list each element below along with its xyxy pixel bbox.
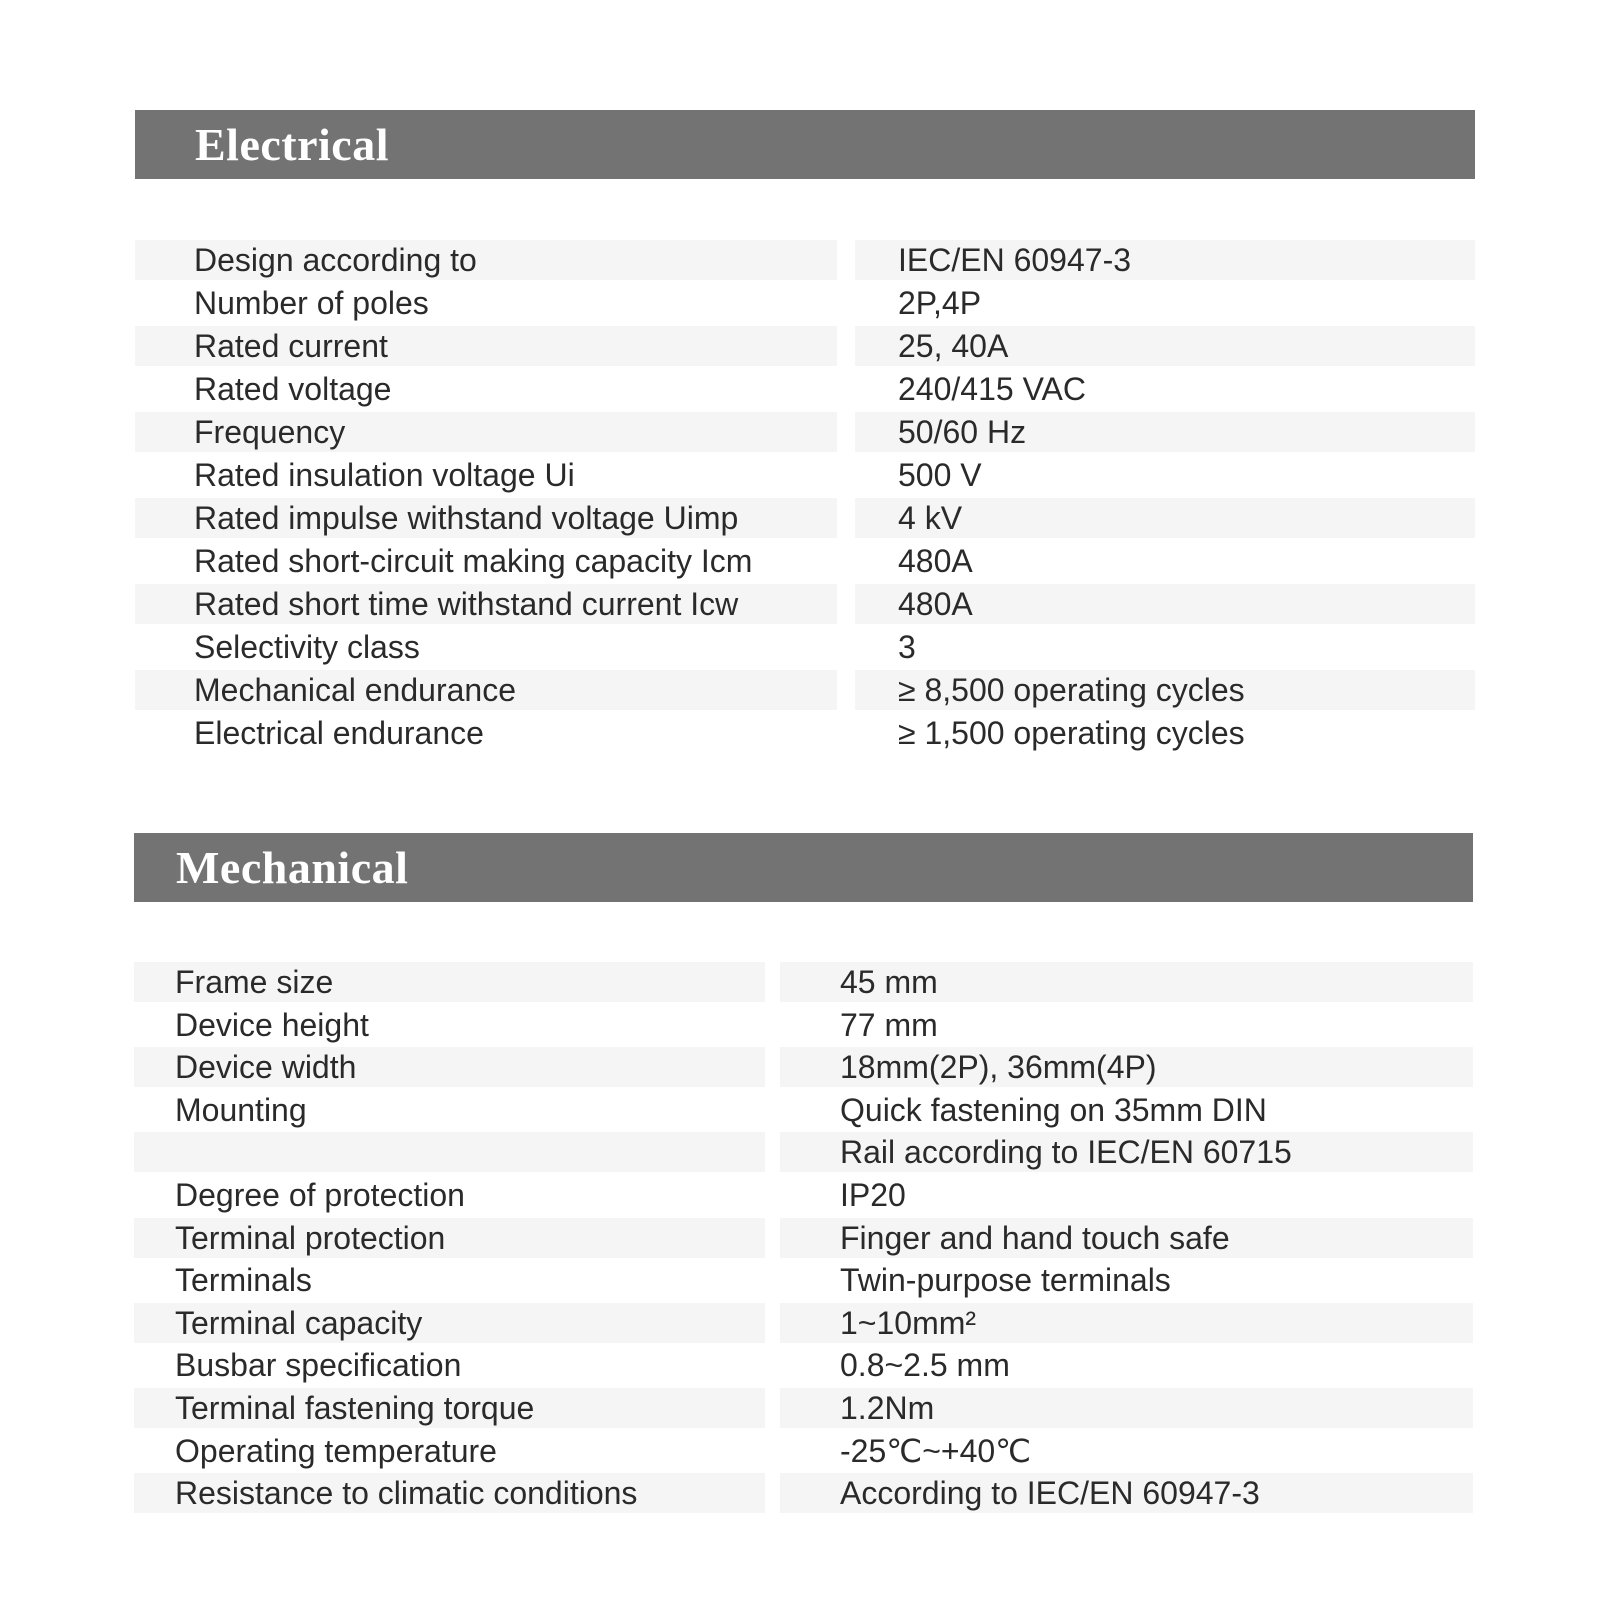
spec-label-cell <box>134 1005 765 1045</box>
mechanical-title: Mechanical <box>176 842 409 893</box>
spec-row <box>0 326 1600 366</box>
spec-row <box>0 962 1600 1002</box>
spec-label: Mounting <box>175 1091 307 1128</box>
spec-row <box>0 1005 1600 1045</box>
spec-value-cell <box>855 240 1475 280</box>
spec-label-cell <box>134 962 765 1002</box>
spec-value-cell <box>855 584 1475 624</box>
spec-value: 4 kV <box>898 500 963 536</box>
spec-value-cell <box>780 1218 1473 1258</box>
spec-value: Twin-purpose terminals <box>840 1262 1171 1299</box>
mechanical-header <box>134 833 1473 902</box>
spec-label-cell <box>135 283 837 323</box>
spec-label-cell <box>135 498 837 538</box>
spec-value: Finger and hand touch safe <box>840 1219 1230 1256</box>
spec-value-cell <box>855 283 1475 323</box>
spec-value: ≥ 8,500 operating cycles <box>898 672 1245 708</box>
spec-label: Operating temperature <box>175 1432 497 1469</box>
spec-label-cell <box>134 1047 765 1087</box>
spec-value-cell <box>855 498 1475 538</box>
spec-value-cell <box>855 713 1475 753</box>
spec-row <box>0 1260 1600 1300</box>
spec-value-cell <box>780 1005 1473 1045</box>
spec-row <box>0 412 1600 452</box>
spec-value-cell <box>780 1345 1473 1385</box>
spec-label: Frequency <box>194 414 346 450</box>
spec-label-cell <box>135 326 837 366</box>
spec-row <box>0 1388 1600 1428</box>
spec-value: According to IEC/EN 60947-3 <box>840 1475 1260 1512</box>
spec-label: Terminals <box>175 1262 312 1299</box>
spec-row <box>0 283 1600 323</box>
spec-value: Rail according to IEC/EN 60715 <box>840 1134 1292 1171</box>
spec-row <box>0 240 1600 280</box>
spec-value-cell <box>780 1473 1473 1513</box>
spec-label: Rated current <box>194 328 388 364</box>
spec-label: Mechanical endurance <box>194 672 516 708</box>
spec-row <box>0 1132 1600 1172</box>
spec-label-cell <box>134 1473 765 1513</box>
spec-value: 480A <box>898 586 973 622</box>
spec-row <box>0 1175 1600 1215</box>
spec-value: 1~10mm² <box>840 1304 977 1341</box>
spec-value-cell <box>780 1132 1473 1172</box>
spec-value-cell <box>780 1047 1473 1087</box>
spec-label-cell <box>135 670 837 710</box>
spec-row <box>0 1431 1600 1471</box>
spec-label: Rated short-circuit making capacity Icm <box>194 543 753 579</box>
spec-row <box>0 498 1600 538</box>
spec-value: IEC/EN 60947-3 <box>898 242 1132 278</box>
spec-label-cell <box>135 412 837 452</box>
spec-value: 1.2Nm <box>840 1390 935 1426</box>
spec-value: 3 <box>898 629 916 665</box>
spec-label: Frame size <box>175 964 334 1000</box>
spec-row <box>0 670 1600 710</box>
spec-label-cell <box>135 455 837 495</box>
spec-label-cell <box>135 240 837 280</box>
spec-row <box>0 369 1600 409</box>
spec-row <box>0 455 1600 495</box>
spec-label-cell <box>134 1132 765 1172</box>
spec-label-cell <box>135 627 837 667</box>
spec-value-cell <box>780 1175 1473 1215</box>
spec-row <box>0 1218 1600 1258</box>
spec-row <box>0 1345 1600 1385</box>
spec-value-cell <box>855 369 1475 409</box>
spec-row <box>0 713 1600 753</box>
spec-value: 0.8~2.5 mm <box>840 1347 1010 1384</box>
electrical-header <box>135 110 1475 179</box>
spec-label: Rated short time withstand current Icw <box>194 586 739 622</box>
spec-label: Electrical endurance <box>194 715 484 751</box>
spec-row <box>0 541 1600 581</box>
spec-value-cell <box>855 412 1475 452</box>
spec-label-cell <box>134 1260 765 1300</box>
spec-row <box>0 1303 1600 1343</box>
spec-label: Terminal fastening torque <box>175 1390 535 1426</box>
spec-label-cell <box>134 1218 765 1258</box>
spec-value-cell <box>780 1303 1473 1343</box>
spec-label-cell <box>135 584 837 624</box>
spec-value: Quick fastening on 35mm DIN <box>840 1091 1267 1128</box>
spec-value: 25, 40A <box>898 328 1009 364</box>
spec-label: Number of poles <box>194 285 429 321</box>
spec-value: 77 mm <box>840 1006 938 1043</box>
spec-label-cell <box>134 1345 765 1385</box>
spec-label-cell <box>135 541 837 581</box>
spec-value: ≥ 1,500 operating cycles <box>898 715 1245 751</box>
spec-label-cell <box>134 1303 765 1343</box>
spec-value: 500 V <box>898 457 982 493</box>
spec-value: 240/415 VAC <box>898 371 1086 407</box>
spec-label: Resistance to climatic conditions <box>175 1475 638 1512</box>
spec-label: Design according to <box>194 242 477 278</box>
spec-row <box>0 1473 1600 1513</box>
spec-label: Device height <box>175 1006 369 1043</box>
spec-value-cell <box>780 962 1473 1002</box>
spec-value: 480A <box>898 543 973 579</box>
spec-row <box>0 1090 1600 1130</box>
spec-value: 2P,4P <box>898 285 982 321</box>
spec-value-cell <box>780 1388 1473 1428</box>
spec-row <box>0 584 1600 624</box>
spec-value: -25℃~+40℃ <box>840 1432 1032 1469</box>
spec-value-cell <box>855 541 1475 581</box>
spec-value: 18mm(2P), 36mm(4P) <box>840 1049 1157 1086</box>
electrical-title: Electrical <box>195 119 390 170</box>
spec-label-cell <box>134 1388 765 1428</box>
spec-value-cell <box>855 627 1475 667</box>
spec-label: Degree of protection <box>175 1177 465 1213</box>
spec-value: 45 mm <box>840 964 938 1000</box>
spec-value-cell <box>855 455 1475 495</box>
spec-label-cell <box>134 1431 765 1471</box>
spec-label: Rated voltage <box>194 371 392 407</box>
spec-value: 50/60 Hz <box>898 414 1027 450</box>
spec-label: Rated insulation voltage Ui <box>194 457 575 493</box>
spec-label: Terminal protection <box>175 1219 446 1256</box>
spec-row <box>0 1047 1600 1087</box>
spec-label-cell <box>135 369 837 409</box>
spec-row <box>0 627 1600 667</box>
spec-label: Terminal capacity <box>175 1304 423 1341</box>
spec-value-cell <box>855 326 1475 366</box>
spec-label: Busbar specification <box>175 1347 462 1384</box>
spec-label: Selectivity class <box>194 629 420 665</box>
spec-label-cell <box>134 1090 765 1130</box>
spec-label: Rated impulse withstand voltage Uimp <box>194 500 739 536</box>
spec-value-cell <box>780 1090 1473 1130</box>
spec-value-cell <box>780 1431 1473 1471</box>
spec-value-cell <box>780 1260 1473 1300</box>
spec-value: IP20 <box>840 1177 906 1213</box>
spec-label-cell <box>135 713 837 753</box>
spec-value-cell <box>855 670 1475 710</box>
spec-label-cell <box>134 1175 765 1215</box>
spec-label: Device width <box>175 1049 357 1086</box>
